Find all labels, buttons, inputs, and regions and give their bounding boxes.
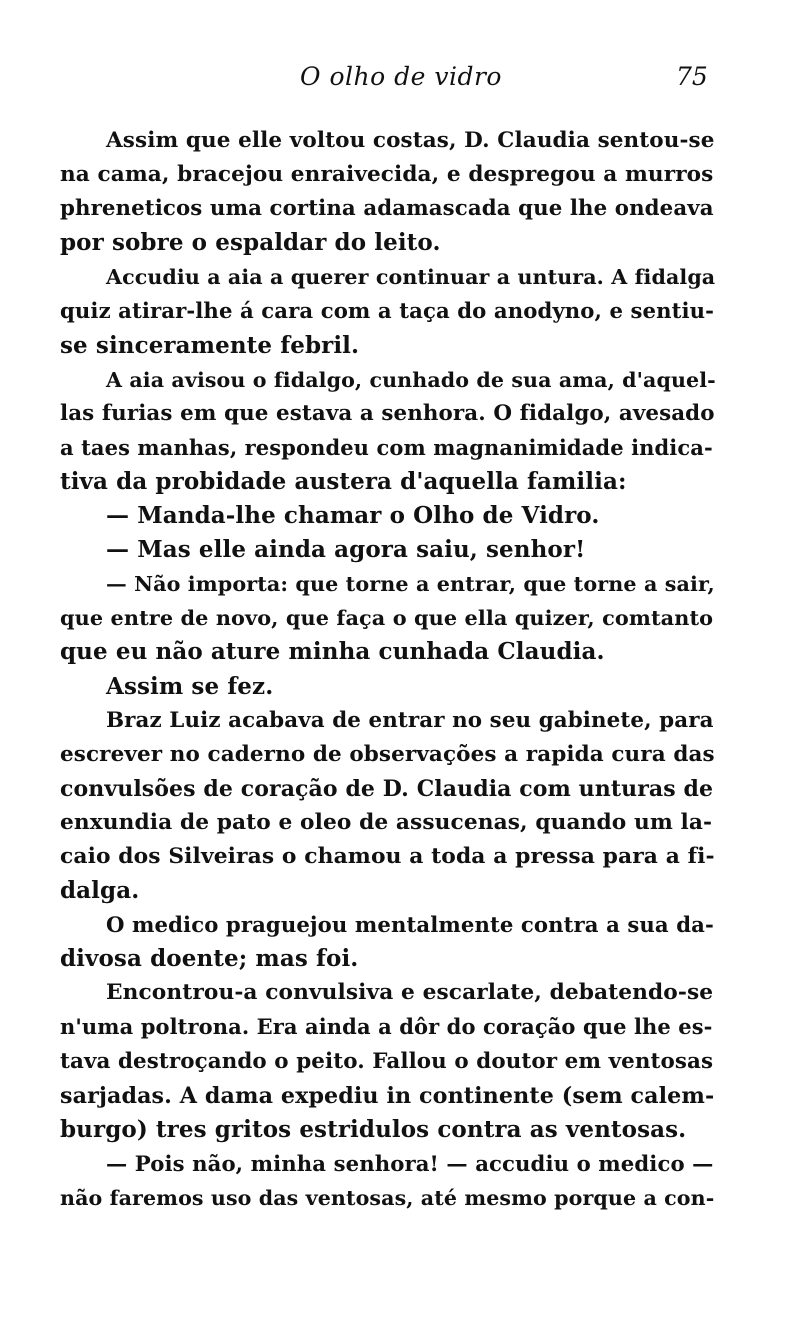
text-line: tiva da probidade austera d'aquella familia: <box>60 467 627 495</box>
text-line: não faremos uso das ventosas, até mesmo porque a con- <box>60 1185 715 1210</box>
text-line: na cama, bracejou enraivecida, e despregou a murros <box>60 162 714 188</box>
text-line: las furias em que estava a senhora. O fidalgo, avesado <box>60 400 715 426</box>
text-line: — Pois não, minha senhora! — accudiu o medico — <box>106 1150 714 1176</box>
text-line: que eu não ature minha cunhada Claudia. <box>60 638 605 666</box>
text-line: dalga. <box>60 877 140 905</box>
text-line: Assim se fez. <box>106 672 274 700</box>
text-line: — Não importa: que torne a entrar, que torne a sair, <box>106 572 715 597</box>
text-line: burgo) tres gritos estridulos contra as ventosas. <box>60 1115 687 1143</box>
text-line: n'uma poltrona. Era ainda a dôr do coração que lhe es- <box>60 1014 713 1040</box>
running-title: O olho de vidro <box>300 62 502 91</box>
text-line: — Manda-lhe chamar o Olho de Vidro. <box>106 502 600 530</box>
text-line: O medico praguejou mentalmente contra a sua da- <box>106 912 714 938</box>
text-line: Assim que elle voltou costas, D. Claudia sentou-se <box>106 128 715 153</box>
text-line: sarjadas. A dama expediu in continente (sem calem- <box>60 1082 715 1109</box>
text-line: divosa doente; mas foi. <box>60 945 359 973</box>
text-line: enxundia de pato e oleo de assucenas, quando um la- <box>60 809 713 835</box>
text-line: por sobre o espaldar do leito. <box>60 229 441 257</box>
text-line: Encontrou-a convulsiva e escarlate, debatendo-se <box>106 980 714 1006</box>
text-line: quiz atirar-lhe á cara com a taça do anodyno, e sentiu- <box>60 298 715 324</box>
text-line: Accudiu a aia a querer continuar a untura. A fidalga <box>106 265 716 290</box>
text-line: a taes manhas, respondeu com magnanimidade indica- <box>60 434 713 460</box>
text-line: phreneticos uma cortina adamascada que lhe ondeava <box>60 196 714 222</box>
text-line: — Mas elle ainda agora saiu, senhor! <box>106 536 586 564</box>
text-line: A aia avisou o fidalgo, cunhado de sua ama, d'aquel- <box>106 367 716 392</box>
page-header <box>0 58 800 98</box>
text-line: tava destroçando o peito. Fallou o doutor em ventosas <box>60 1048 714 1074</box>
text-line: se sinceramente febril. <box>60 331 360 359</box>
text-line: Braz Luiz acabava de entrar no seu gabinete, para <box>106 707 714 733</box>
text-line: que entre de novo, que faça o que ella quizer, comtanto <box>60 605 714 631</box>
text-line: convulsões de coração de D. Claudia com unturas de <box>60 775 714 802</box>
body-text <box>60 124 716 1215</box>
text-line: escrever no caderno de observações a rapida cura das <box>60 741 715 767</box>
page-number: 75 <box>676 62 708 91</box>
text-line: caio dos Silveiras o chamou a toda a pressa para a fi- <box>60 843 715 869</box>
